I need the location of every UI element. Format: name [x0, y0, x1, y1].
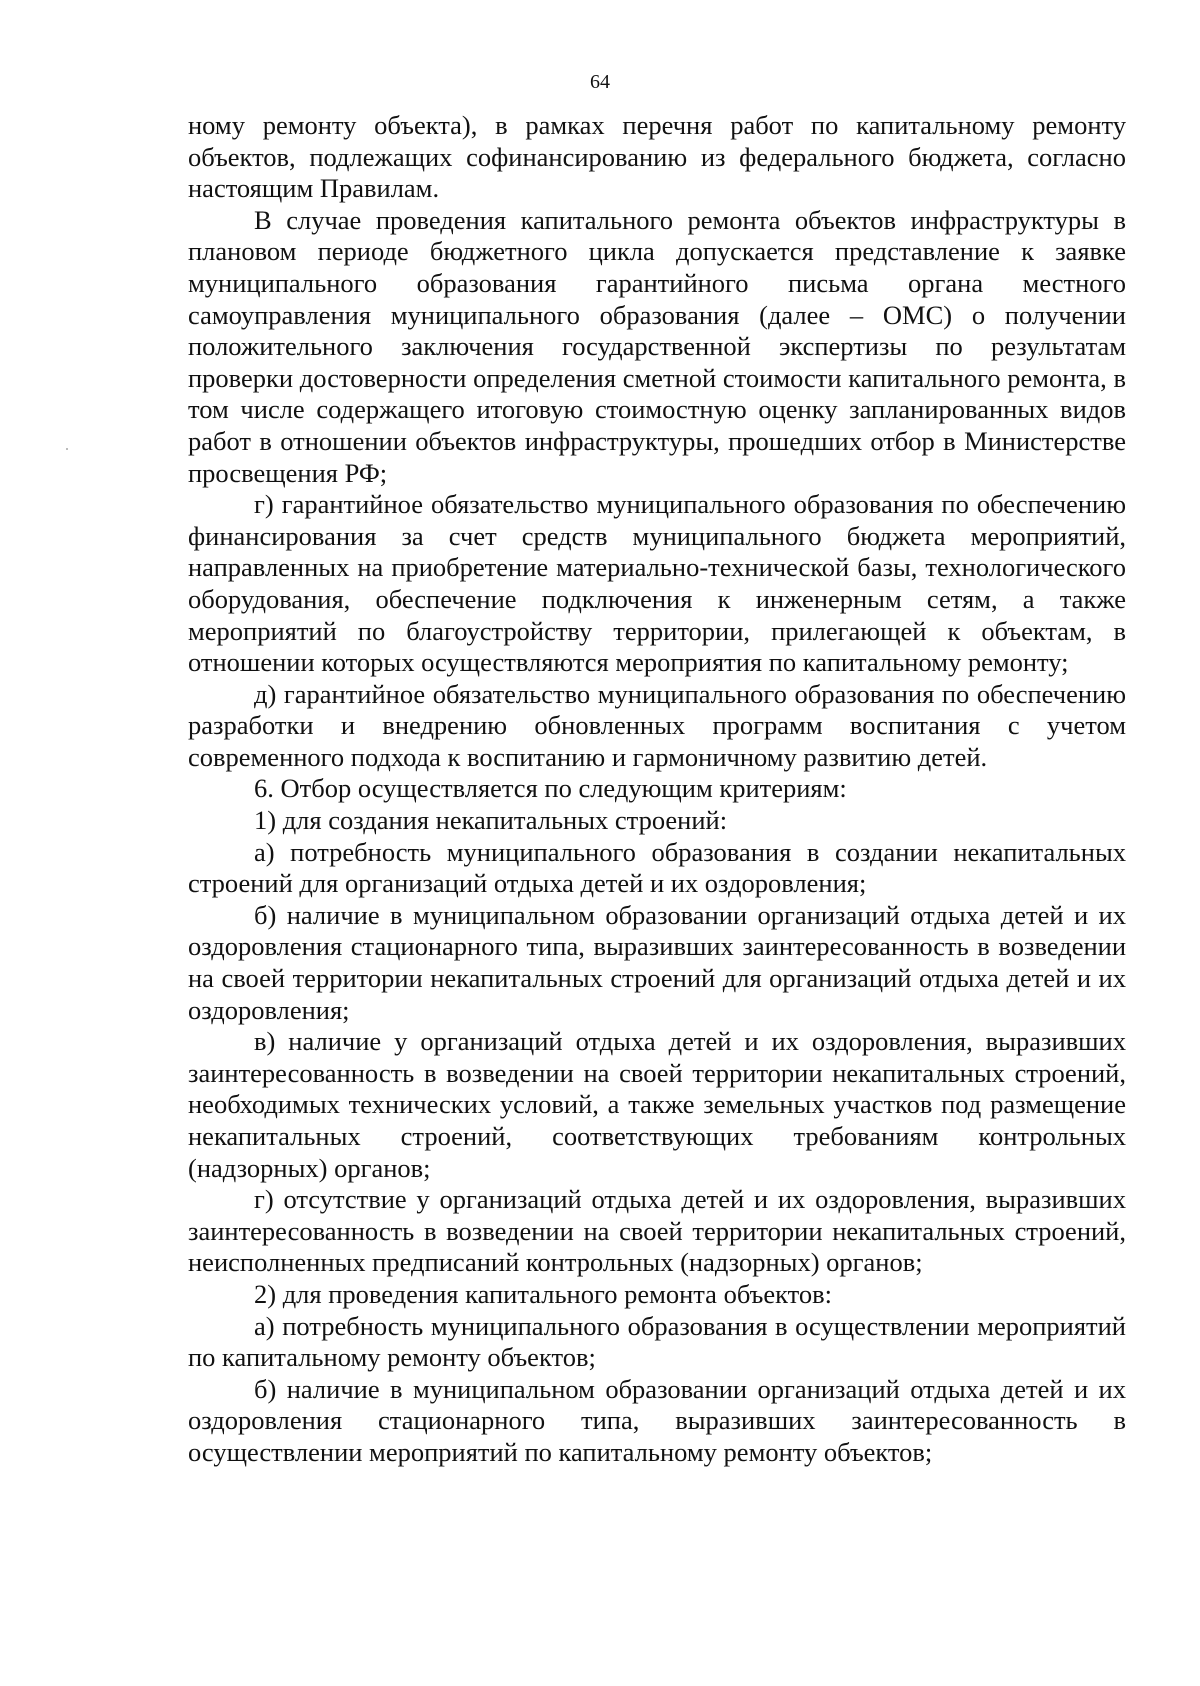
paragraph-selection-criteria-heading: 6. Отбор осуществляется по следующим критериям:: [254, 773, 847, 804]
paragraph-criteria-1v: в) наличие у организаций отдыха детей и их оздоровления, выразивших заинтересованность в возведении на своей территории некапитальных строений, необходимых технических условий, а также земельных участков под размещение некапитальных строений, соответствующих требованиям контрольных (надзорных) органов;: [188, 1026, 1126, 1183]
paragraph-criteria-2-capital-repair: 2) для проведения капитального ремонта объектов:: [254, 1278, 832, 1309]
paragraph-capital-repair-guarantee-letter: В случае проведения капитального ремонта объектов инфраструктуры в плановом периоде бюджетного цикла допускается представление к заявке муниципального образования гарантийного письма органа местного самоуправления муниципального образования (далее – ОМС) о получении положительного заключения государственной экспертизы по результатам проверки достоверности определения сметной стоимости капитального ремонта, в том числе содержащего итоговую стоимостную оценку запланированных видов работ в отношении объектов инфраструктуры, прошедших отбор в Министерстве просвещения РФ;: [188, 204, 1126, 488]
paragraph-criteria-2b: б) наличие в муниципальном образовании организаций отдыха детей и их оздоровления стационарного типа, выразивших заинтересованность в осуществлении мероприятий по капитальному ремонту объектов;: [188, 1373, 1126, 1467]
paragraph-criteria-1a: а) потребность муниципального образования в создании некапитальных строений для организаций отдыха детей и их оздоровления;: [188, 836, 1126, 899]
page-number: 64: [590, 71, 610, 93]
paragraph-criteria-1-noncapital: 1) для создания некапитальных строений:: [254, 805, 728, 836]
paragraph-continuation: ному ремонту объекта), в рамках перечня работ по капитальному ремонту объектов, подлежащих софинансированию из федерального бюджета, согласно настоящим Правилам.: [188, 110, 1126, 204]
paragraph-item-d-education-programs: д) гарантийное обязательство муниципального образования по обеспечению разработки и внедрению обновленных программ воспитания с учетом современного подхода к воспитанию и гармоничному развитию детей.: [188, 678, 1126, 772]
paragraph-criteria-2a: а) потребность муниципального образования в осуществлении мероприятий по капитальному ремонту объектов;: [188, 1310, 1126, 1373]
paragraph-criteria-1b: б) наличие в муниципальном образовании организаций отдыха детей и их оздоровления стационарного типа, выразивших заинтересованность в возведении на своей территории некапитальных строений для организаций отдыха детей и их оздоровления;: [188, 899, 1126, 1025]
paragraph-item-g-financing-guarantee: г) гарантийное обязательство муниципального образования по обеспечению финансирования за счет средств муниципального бюджета мероприятий, направленных на приобретение материально-технической базы, технологического оборудования, обеспечение подключения к инженерным сетям, а также мероприятий по благоустройству территории, прилегающей к объектам, в отношении которых осуществляются мероприятия по капитальному ремонту;: [188, 489, 1126, 678]
scan-speck: [66, 448, 68, 450]
paragraph-criteria-1g: г) отсутствие у организаций отдыха детей и их оздоровления, выразивших заинтересованность в возведении на своей территории некапитальных строений, неисполненных предписаний контрольных (надзорных) органов;: [188, 1184, 1126, 1278]
document-body: [188, 110, 1126, 1469]
